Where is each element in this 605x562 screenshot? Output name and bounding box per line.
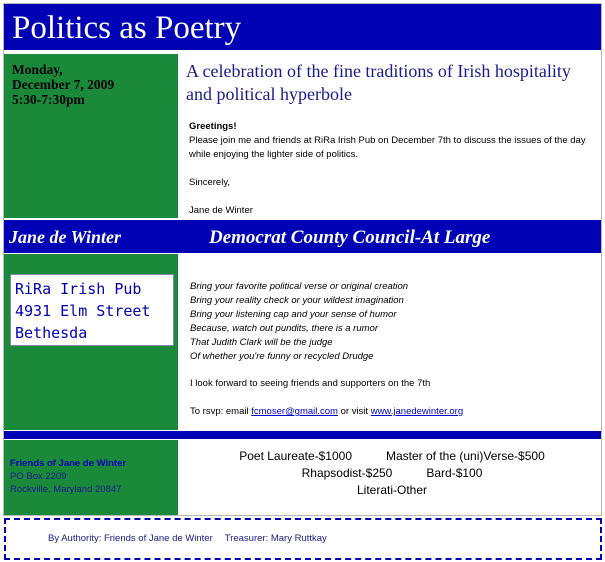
venue-city: Bethesda bbox=[15, 324, 88, 342]
flyer bbox=[3, 3, 602, 516]
poem-line: Because, watch out pundits, there is a rumor bbox=[190, 323, 378, 334]
authority-box bbox=[4, 518, 602, 560]
tier-master: Master of the (uni)Verse-$500 bbox=[386, 449, 545, 463]
rsvp-email-link[interactable]: fcmoser@gmail.com bbox=[251, 406, 338, 417]
letter-closing: Sincerely, bbox=[189, 177, 231, 188]
donation-tiers bbox=[184, 448, 600, 499]
event-headline: A celebration of the fine traditions of Irish hospitality and political hyperbole bbox=[186, 61, 571, 104]
candidate-name: Jane de Winter bbox=[9, 227, 122, 247]
letter-signature: Jane de Winter bbox=[189, 205, 253, 216]
tier-rhapsodist: Rhapsodist-$250 bbox=[301, 466, 393, 480]
paid-by: By Authority: Friends of Jane de Winter bbox=[48, 533, 213, 544]
candidate-banner bbox=[4, 220, 601, 253]
rsvp-prefix: To rsvp: email bbox=[190, 406, 252, 417]
flyer-title: Politics as Poetry bbox=[12, 10, 242, 46]
date-full: December 7, 2009 bbox=[12, 77, 115, 92]
tier-bard: Bard-$100 bbox=[426, 466, 483, 480]
title-banner bbox=[4, 4, 601, 50]
poem bbox=[190, 280, 600, 364]
venue-street: 4931 Elm Street bbox=[15, 302, 151, 320]
venue-name: RiRa Irish Pub bbox=[15, 280, 142, 298]
invitation-letter bbox=[189, 120, 599, 218]
letter-body: Please join me and friends at RiRa Irish Pub on December 7th to discuss the issues of the day while enjoying the lighter side of politics. bbox=[189, 135, 586, 160]
poem-line: That Judith Clark will be the judge bbox=[190, 337, 333, 348]
closing-note: I look forward to seeing friends and supporters on the 7th bbox=[190, 378, 431, 389]
candidate-office: Democrat County Council-At Large bbox=[209, 227, 491, 248]
committee-po-box: PO Box 2209 bbox=[10, 471, 67, 482]
letter-greeting: Greetings! bbox=[189, 121, 237, 132]
event-date bbox=[12, 62, 172, 107]
committee-name: Friends of Jane de Winter bbox=[10, 458, 127, 469]
website-link[interactable]: www.janedewinter.org bbox=[370, 406, 464, 417]
poem-line: Bring your listening cap and your sense of humor bbox=[190, 309, 397, 320]
tier-poet-laureate: Poet Laureate-$1000 bbox=[239, 449, 352, 463]
venue-address bbox=[10, 274, 174, 346]
poem-line: Bring your favorite political verse or original creation bbox=[190, 281, 409, 292]
divider-bar bbox=[4, 431, 601, 439]
committee-city: Rockville, Maryland 20847 bbox=[10, 484, 122, 495]
date-weekday: Monday, bbox=[12, 62, 63, 77]
rsvp-line bbox=[190, 405, 463, 419]
tier-literati: Literati-Other bbox=[356, 483, 428, 497]
poem-line: Of whether you're funny or recycled Drudge bbox=[190, 351, 374, 362]
authority-line bbox=[48, 533, 327, 544]
rsvp-middle: or visit bbox=[337, 406, 371, 417]
committee-address bbox=[10, 457, 176, 496]
poem-line: Bring your reality check or your wildest imagination bbox=[190, 295, 404, 306]
event-time: 5:30-7:30pm bbox=[12, 92, 85, 107]
treasurer: Treasurer: Mary Ruttkay bbox=[224, 533, 327, 544]
